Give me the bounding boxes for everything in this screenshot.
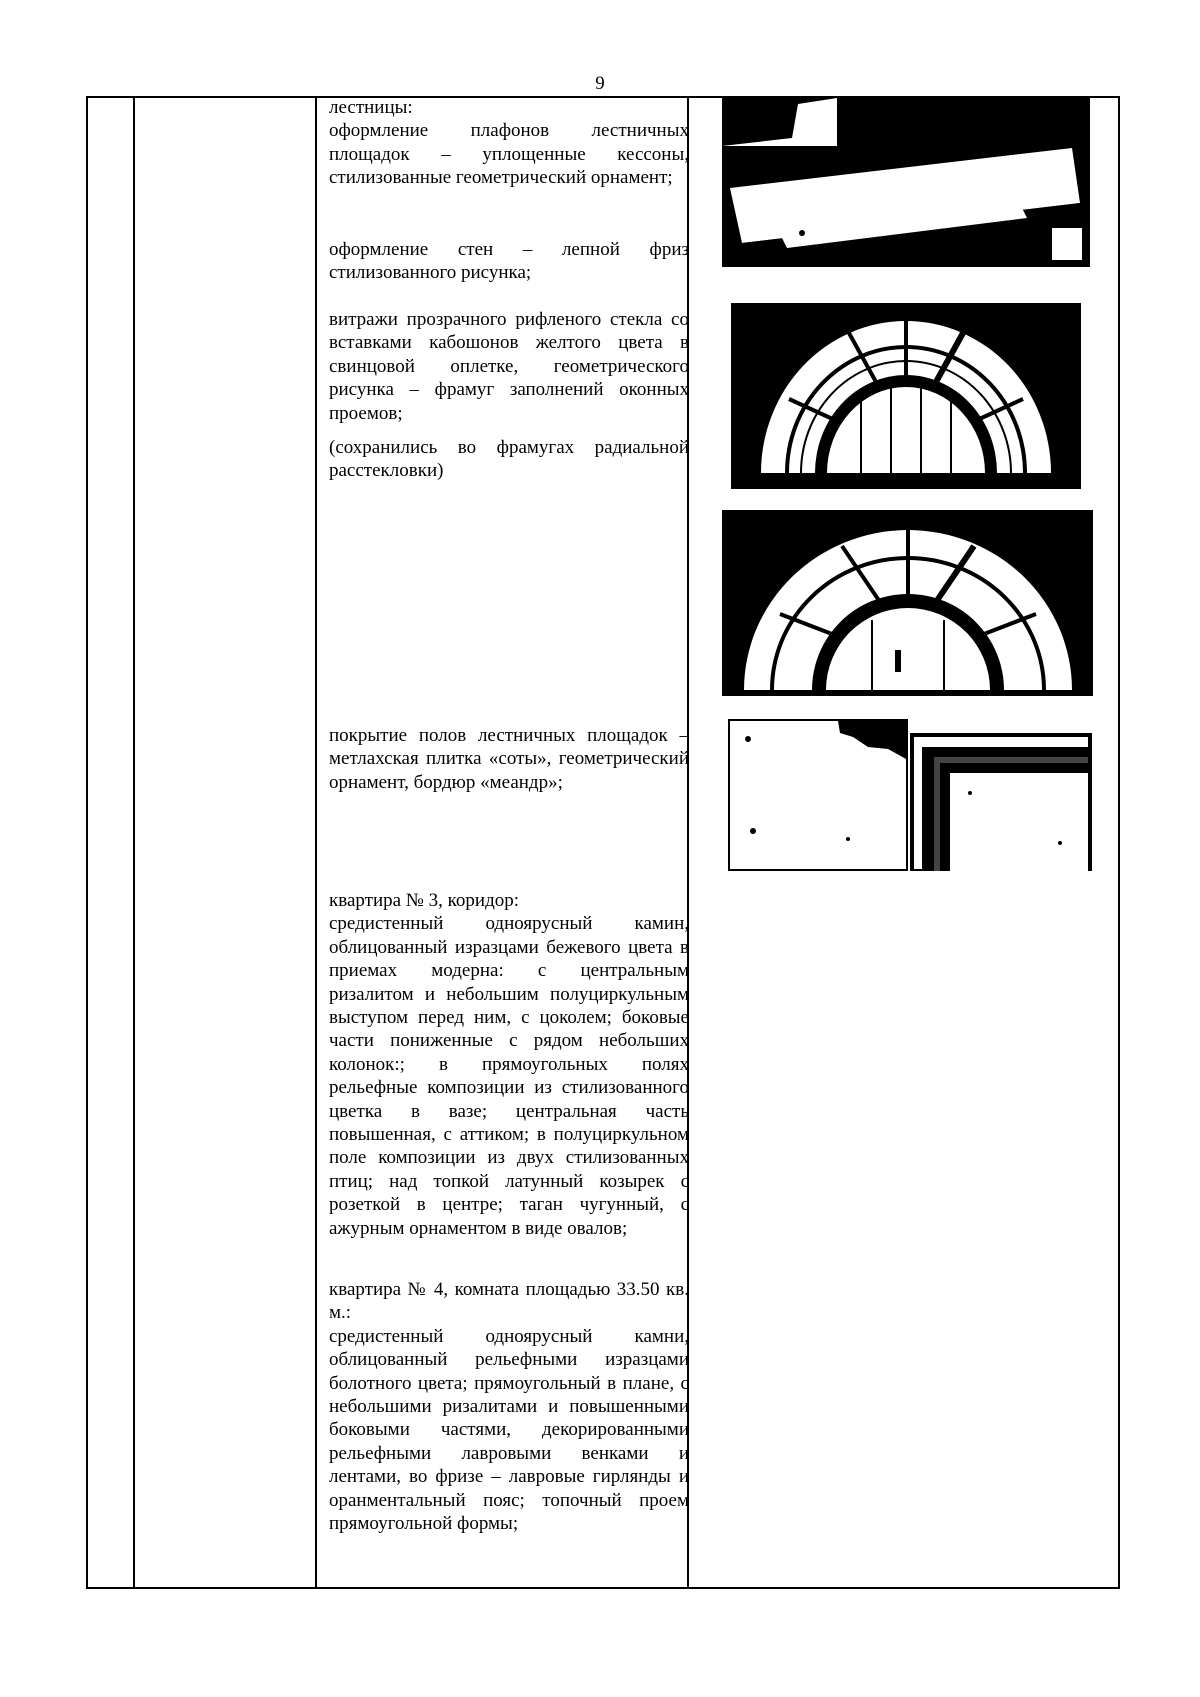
fanlight-photo-1: [731, 303, 1081, 489]
ceiling-photo: [722, 98, 1090, 267]
walls-text: оформление стен – лепной фриз стилизованного рисунка;: [329, 239, 689, 284]
stained-glass-note-text: (сохранились во фрамугах радиальной расстекловки): [329, 437, 689, 482]
column-divider-2: [315, 98, 317, 1587]
document-table: [86, 96, 1120, 1589]
fanlight-photo-2: [722, 510, 1093, 696]
apt4-fireplace-text: средистенный одноярусный камни, облицованный рельефными изразцами болотного цвета; прямоугольный в плане, с небольшими ризалитами и повышенными боковыми частями, декорированными рельефными лавровыми венками и лентами, во фризе – лавровые гирлянды и оранментальный пояс; топочный проем прямоугольной формы;: [329, 1325, 689, 1535]
stairs-intro-text: лестницы:: [329, 97, 413, 118]
apt4-title-text: квартира № 4, комната площадью 33.50 кв. м.:: [329, 1279, 689, 1324]
floor-tile-photo-1: [728, 719, 908, 871]
floors-text: покрытие полов лестничных площадок – метлахская плитка «соты», геометрический орнамент, бордюр «меандр»;: [329, 725, 689, 793]
apt3-title-text: квартира № 3, коридор:: [329, 890, 520, 911]
apt3-fireplace-text: средистенный одноярусный камин, облицованный изразцами бежевого цвета в приемах модерна: с центральным ризалитом и небольшим полуциркульным выступом перед ним, с цоколем; боковые части пониженные с рядом небольших колонок:; в прямоугольных полях рельефные композиции из стилизованного цветка в вазе; центральная часть повышенная, с аттиком; в полуциркульном поле композиции из двух стилизованных птиц; над топкой латунный козырек с розеткой в центре; таган чугунный, с ажурным орнаментом в виде овалов;: [329, 913, 689, 1239]
stained-glass-text: витражи прозрачного рифленого стекла со вставками кабошонов желтого цвета в свинцовой оплетке, геометрического рисунка – фрамуг заполнений оконных проемов;: [329, 309, 689, 424]
page-number: 9: [595, 73, 605, 94]
ceilings-text: оформление плафонов лестничных площадок – уплощенные кессоны, стилизованные геометрический орнамент;: [329, 120, 689, 189]
floor-tile-photo-2: [910, 733, 1092, 871]
column-divider-1: [133, 98, 135, 1587]
